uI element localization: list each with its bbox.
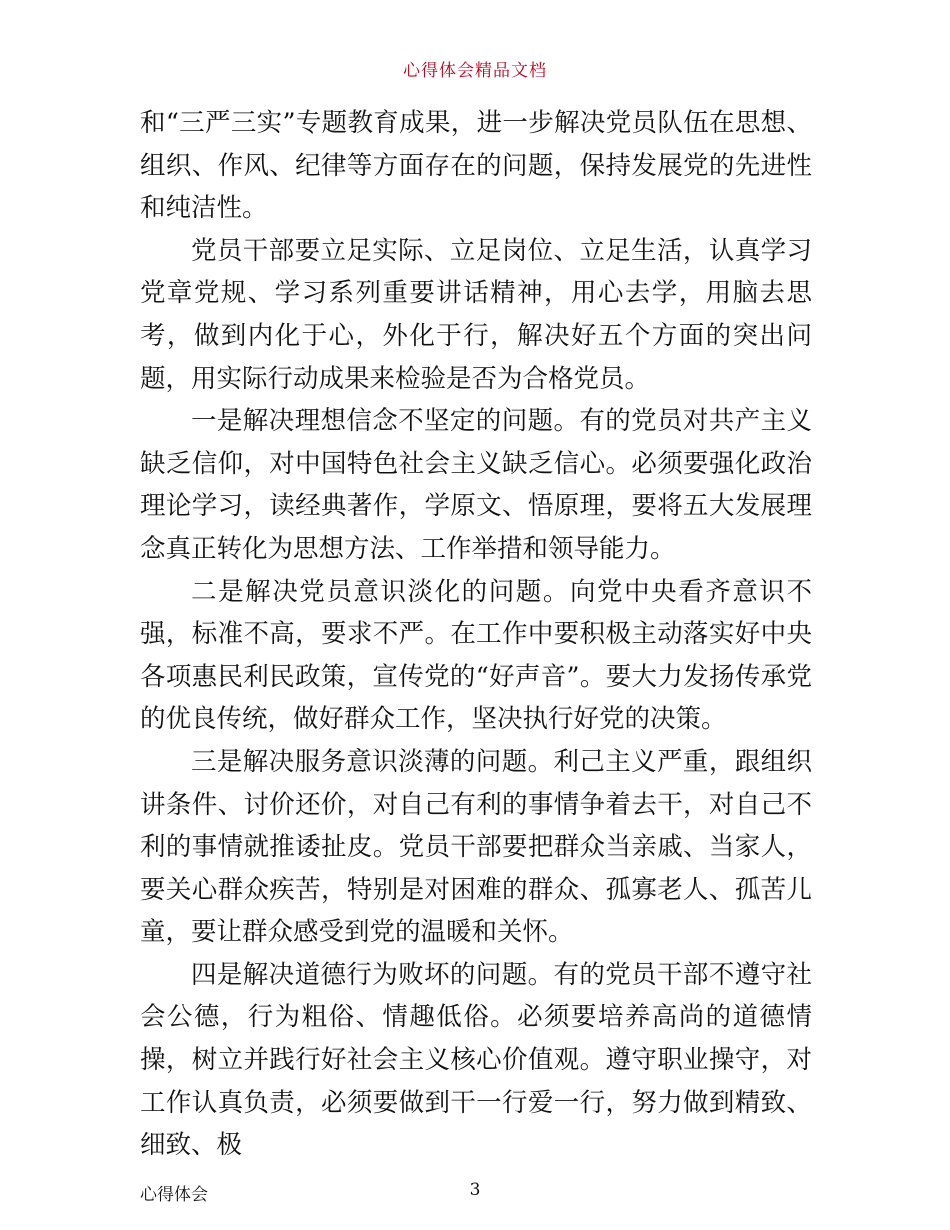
footer-label: 心得体会	[140, 1185, 208, 1205]
paragraph-point-four: 四是解决道德行为败坏的问题。有的党员干部不遵守社会公德，行为粗俗、情趣低俗。必须要培养高尚的道德情操，树立并践行好社会主义核心价值观。遵守职业操守，对工作认真负责，必须要做到干一行爱一行，努力做到精致、细致、极	[140, 959, 812, 1161]
page-number: 3	[469, 1180, 481, 1200]
paragraph-party-members: 党员干部要立足实际、立足岗位、立足生活，认真学习党章党规、学习系列重要讲话精神，用心去学，用脑去思考，做到内化于心，外化于行，解决好五个方面的突出问题，用实际行动成果来检验是否为合格党员。	[140, 235, 812, 394]
paragraph-continuation: 和“三严三实”专题教育成果，进一步解决党员队伍在思想、组织、作风、纪律等方面存在的问题，保持发展党的先进性和纯洁性。	[140, 108, 812, 224]
document-body	[140, 102, 812, 1167]
paragraph-point-two: 二是解决党员意识淡化的问题。向党中央看齐意识不强，标准不高，要求不严。在工作中要积极主动落实好中央各项惠民利民政策，宣传党的“好声音”。要大力发扬传承党的优良传统，做好群众工作，坚决执行好党的决策。	[140, 576, 812, 735]
document-header-title: 心得体会精品文档	[403, 61, 547, 81]
paragraph-point-three: 三是解决服务意识淡薄的问题。利己主义严重，跟组织讲条件、讨价还价，对自己有利的事情争着去干，对自己不利的事情就推诿扯皮。党员干部要把群众当亲戚、当家人，要关心群众疾苦，特别是对困难的群众、孤寡老人、孤苦儿童，要让群众感受到党的温暖和关怀。	[140, 746, 812, 948]
paragraph-point-one: 一是解决理想信念不坚定的问题。有的党员对共产主义缺乏信仰，对中国特色社会主义缺乏信心。必须要强化政治理论学习，读经典著作，学原文、悟原理，要将五大发展理念真正转化为思想方法、工作举措和领导能力。	[140, 406, 812, 564]
